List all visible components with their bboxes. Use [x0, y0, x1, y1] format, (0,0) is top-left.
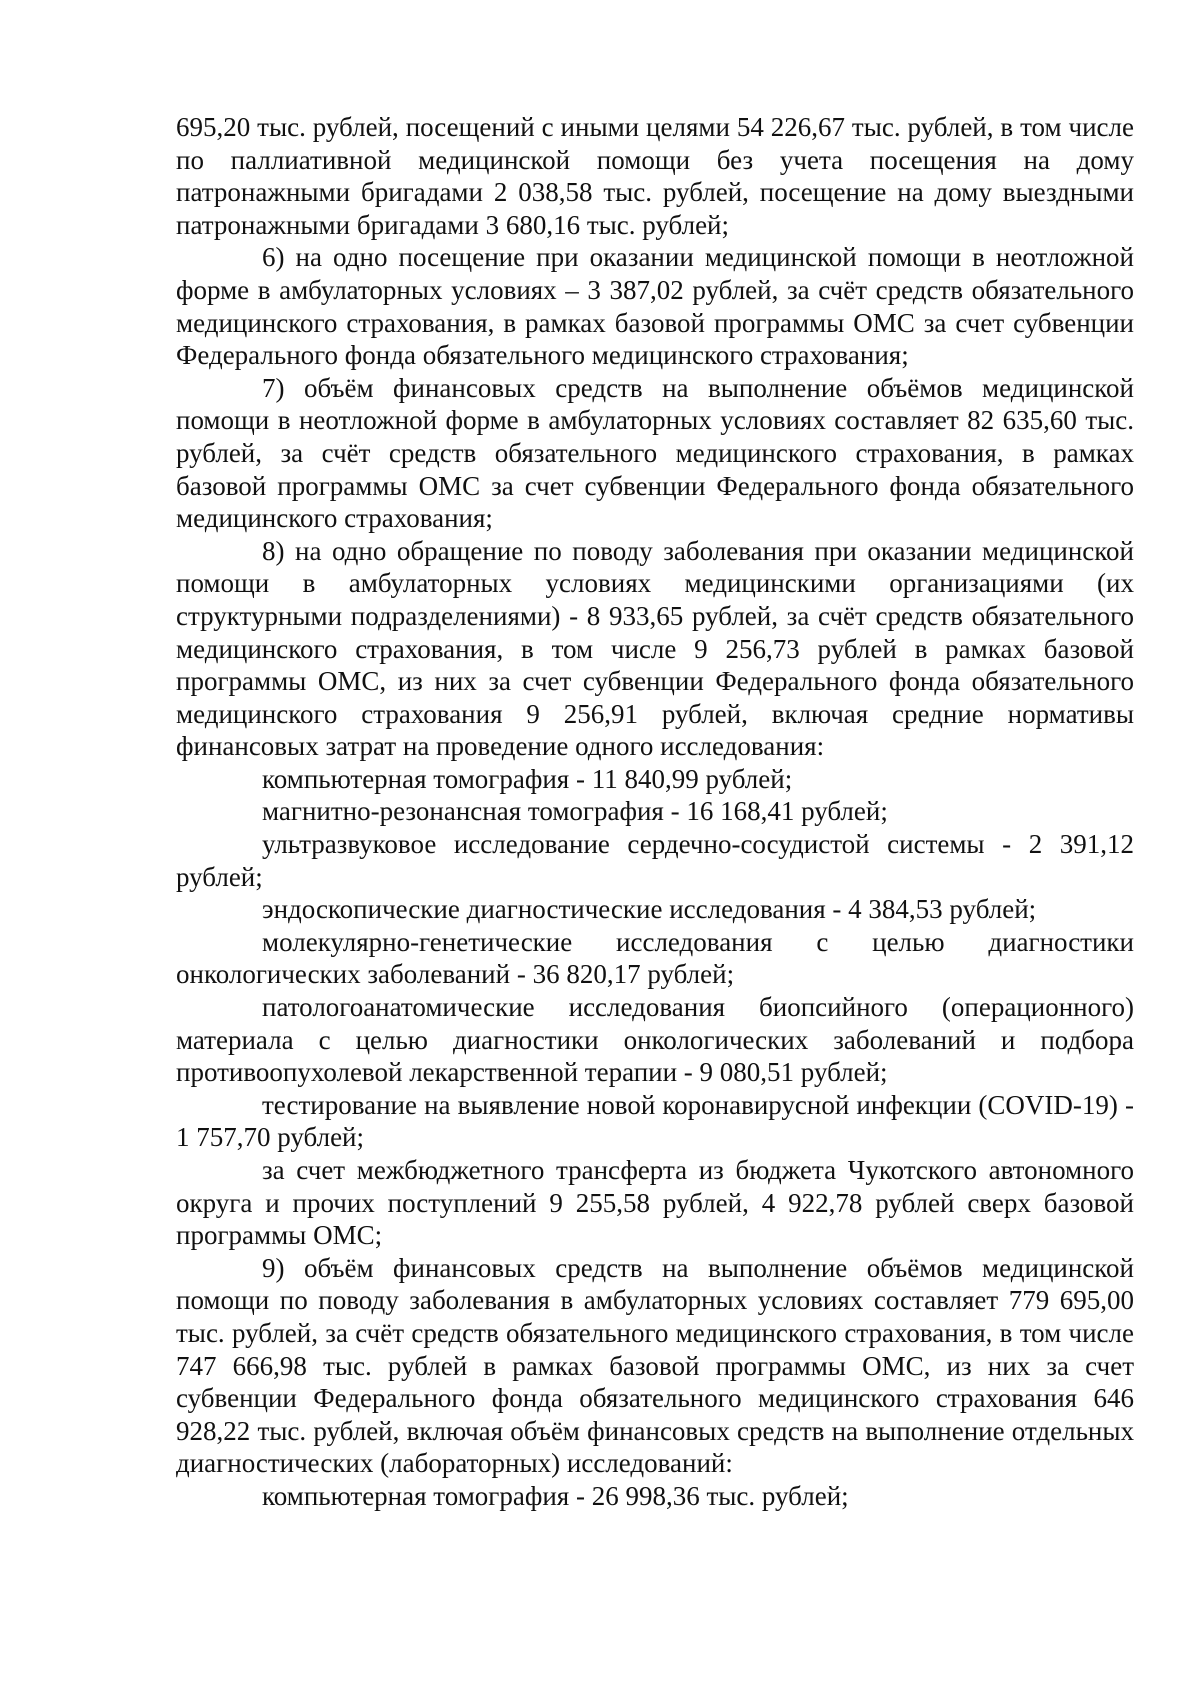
paragraph-ct-cost: компьютерная томография - 11 840,99 рублей;: [262, 763, 793, 794]
paragraph-ultrasound-cost: ультразвуковое исследование сердечно-сосудистой системы - 2 391,12 рублей;: [176, 829, 1134, 892]
paragraph-molecular-genetic-cost: молекулярно-генетические исследования с целью диагностики онкологических заболеваний - 36 820,17 рублей;: [176, 926, 1134, 990]
paragraph-pathology-cost: патологоанатомические исследования биопсийного (операционного) материала с целью диагностики онкологических заболеваний и подбора противоопухолевой лекарственной терапии - 9 080,51 рублей;: [176, 992, 1134, 1088]
paragraph-item-7: 7) объём финансовых средств на выполнение объёмов медицинской помощи в неотложной форме в амбулаторных условиях составляет 82 635,60 тыс. рублей, за счёт средств обязательного медицинского страхования, в рамках базовой программы ОМС за счет субвенции Федерального фонда обязательного медицинского страхования;: [176, 372, 1134, 534]
paragraph-covid-test-cost: тестирование на выявление новой коронавирусной инфекции (COVID-19) - 1 757,70 рублей;: [176, 1089, 1134, 1153]
paragraph-item-9: 9) объём финансовых средств на выполнение объёмов медицинской помощи по поводу заболевания в амбулаторных условиях составляет 779 695,00 тыс. рублей, за счёт средств обязательного медицинского страхования, в том числе 747 666,98 тыс. рублей в рамках базовой программы ОМС, из них за счет субвенции Федерального фонда обязательного медицинского страхования 646 928,22 тыс. рублей, включая объём финансовых средств на выполнение отдельных диагностических (лабораторных) исследований:: [176, 1252, 1134, 1479]
paragraph-interbudget-transfer: за счет межбюджетного трансферта из бюджета Чукотского автономного округа и прочих поступлений 9 255,58 рублей, 4 922,78 рублей сверх базовой программы ОМС;: [176, 1155, 1134, 1251]
paragraph-mri-cost: магнитно-резонансная томография - 16 168,41 рублей;: [262, 796, 888, 827]
paragraph-continuation: 695,20 тыс. рублей, посещений с иными целями 54 226,67 тыс. рублей, в том числе по паллиативной медицинской помощи без учета посещения на дому патронажными бригадами 2 038,58 тыс. рублей, посещение на дому выездными патронажными бригадами 3 680,16 тыс. рублей;: [176, 112, 1134, 240]
paragraph-endoscopy-cost: эндоскопические диагностические исследования - 4 384,53 рублей;: [262, 894, 1037, 925]
paragraph-ct-volume: компьютерная томография - 26 998,36 тыс. рублей;: [262, 1480, 849, 1511]
document-page: [176, 111, 1134, 1513]
paragraph-item-8: 8) на одно обращение по поводу заболевания при оказании медицинской помощи в амбулаторных условиях медицинскими организациями (их структурными подразделениями) - 8 933,65 рублей, за счёт средств обязательного медицинского страхования, в том числе 9 256,73 рублей в рамках базовой программы ОМС, из них за счет субвенции Федерального фонда обязательного медицинского страхования 9 256,91 рублей, включая средние нормативы финансовых затрат на проведение одного исследования:: [176, 535, 1134, 762]
paragraph-item-6: 6) на одно посещение при оказании медицинской помощи в неотложной форме в амбулаторных условиях – 3 387,02 рублей, за счёт средств обязательного медицинского страхования, в рамках базовой программы ОМС за счет субвенции Федерального фонда обязательного медицинского страхования;: [176, 242, 1134, 371]
